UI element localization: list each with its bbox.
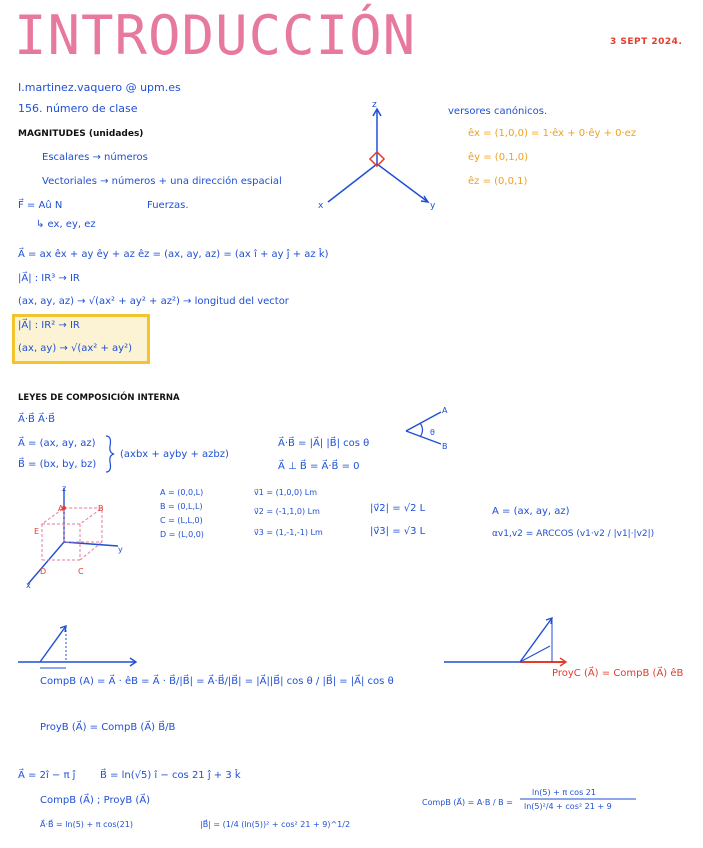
- point-d: D = (L,0,0): [160, 530, 204, 539]
- date-label: 3 SEPT 2024.: [610, 37, 683, 47]
- example-dot-product: A⃗·B⃗ = ln(5) + π cos(21): [40, 820, 133, 829]
- leyes-ops: A⃗·B⃗ A⃗·B⃗: [18, 414, 55, 425]
- angle-label-theta: θ: [430, 428, 435, 437]
- vector-v2: v⃗2 = (-1,1,0) Lm: [254, 507, 320, 516]
- magnitude-v2: |v⃗2| = √2 L: [370, 503, 426, 514]
- point-c: C = (L,L,0): [160, 516, 203, 525]
- vector-v3: v⃗3 = (1,-1,-1) Lm: [254, 528, 323, 537]
- highlight-norm-map: |A⃗| : IR² → IR: [18, 320, 80, 331]
- point-a: A = (0,0,L): [160, 488, 204, 497]
- magnitude-v3: |v⃗3| = √3 L: [370, 526, 426, 537]
- example-comp-denominator: ln(5)²/4 + cos² 21 + 9: [524, 802, 612, 811]
- angle-label-a: A: [442, 406, 448, 415]
- cube-label-a: A: [58, 504, 64, 513]
- cube-label-y: y: [118, 545, 123, 554]
- fuerzas-label: Fuerzas.: [147, 200, 189, 211]
- basis-line: ↳ ex, ey, ez: [36, 219, 96, 230]
- angle-label-b: B: [442, 442, 448, 451]
- projection-diagram-right: [442, 612, 582, 676]
- axis-z-label: z: [372, 100, 377, 110]
- example-norm-b: |B⃗| = (1/4 (ln(5))² + cos² 21 + 9)^1/2: [200, 820, 351, 829]
- comp-formula: CompB (A) = A⃗ · êB = A⃗ · B⃗/|B⃗| = A⃗·B⃗/|B⃗| = |A⃗||B⃗| cos θ / |B⃗| = |A⃗| cos θ: [40, 676, 394, 687]
- angle-formula-a: A = (ax, ay, az): [492, 506, 570, 517]
- projection-diagram-left: [14, 620, 144, 676]
- email-line: I.martinez.vaquero @ upm.es: [18, 81, 181, 94]
- axis-x-label: x: [318, 201, 324, 211]
- vector-definition: A⃗ = ax êx + ay êy + az êz = (ax, ay, az) = (ax î + ay ĵ + az k̂): [18, 249, 329, 260]
- leyes-heading: LEYES DE COMPOSICIÓN INTERNA: [18, 393, 180, 403]
- cube-label-x: x: [26, 581, 31, 590]
- vector-b-components: B⃗ = (bx, by, bz): [18, 459, 97, 470]
- vector-v1: v⃗1 = (1,0,0) Lm: [254, 488, 318, 497]
- proy-formula: ProyB (A⃗) = CompB (A⃗) B⃗/B: [40, 722, 176, 733]
- escalares-line: Escalares → números: [42, 152, 148, 163]
- perpendicular-condition: A⃗ ⊥ B⃗ = A⃗·B⃗ = 0: [278, 461, 360, 472]
- norm-map-3d: |A⃗| : IR³ → IR: [18, 273, 80, 284]
- magnitudes-heading: MAGNITUDES (unidades): [18, 129, 144, 139]
- versor-ez: êz = (0,0,1): [468, 176, 528, 187]
- page-title: INTRODUCCIÓN: [14, 4, 417, 67]
- dot-product-sum: (axbx + ayby + azbz): [120, 449, 229, 460]
- versor-ex: êx = (1,0,0) = 1·êx + 0·êy + 0·ez: [468, 128, 637, 139]
- class-number: 156. número de clase: [18, 102, 138, 115]
- norm-formula-3d: (ax, ay, az) → √(ax² + ay² + az²) → longitud del vector: [18, 296, 289, 307]
- highlight-norm-formula: (ax, ay) → √(ax² + ay²): [18, 343, 133, 354]
- proy-right-formula: ProyC (A⃗) = CompB (A⃗) êB: [552, 668, 684, 679]
- brace-icon: [104, 434, 116, 474]
- cube-label-c: C: [78, 567, 84, 576]
- point-b: B = (0,L,L): [160, 502, 203, 511]
- cube-label-z: z: [62, 484, 67, 493]
- angle-formula-alpha: αv1,v2 = ARCCOS (v1·v2 / |v1|·|v2|): [492, 529, 655, 539]
- example-vector-b: B⃗ = ln(√5) î − cos 21 ĵ + 3 k̂: [100, 770, 241, 781]
- versores-heading: versores canónicos.: [448, 106, 548, 117]
- example-vector-a: A⃗ = 2î − π ĵ: [18, 770, 76, 781]
- example-comp-numerator: ln(5) + π cos 21: [532, 788, 596, 797]
- example-comp-lhs: CompB (A⃗) = A·B / B =: [422, 798, 513, 807]
- cube-label-d: D: [40, 567, 47, 576]
- versor-ey: êy = (0,1,0): [468, 152, 529, 163]
- example-question: CompB (A⃗) ; ProyB (A⃗): [40, 795, 151, 806]
- dot-product-cos: A⃗·B⃗ = |A⃗| |B⃗| cos θ: [278, 438, 370, 449]
- cube-label-b: B: [98, 504, 104, 513]
- vector-a-components: A⃗ = (ax, ay, az): [18, 438, 96, 449]
- cube-label-e: E: [34, 527, 40, 536]
- vectoriales-line: Vectoriales → números + una dirección espacial: [42, 176, 282, 187]
- force-line: F⃗ = Aû N: [18, 200, 63, 211]
- axis-y-label: y: [430, 201, 436, 211]
